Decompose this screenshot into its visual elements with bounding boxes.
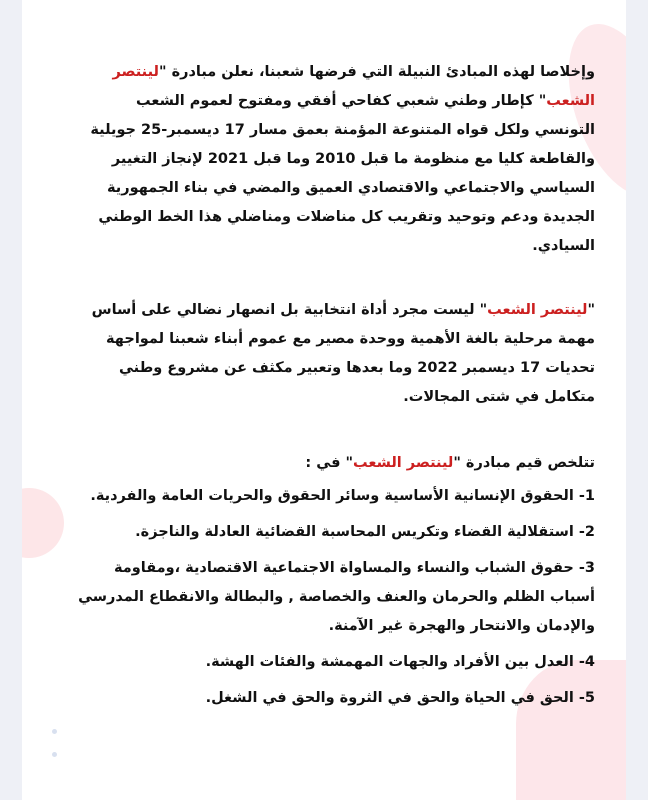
value-item: 5- الحق في الحياة والحق في الثروة والحق في الشغل. bbox=[205, 690, 595, 706]
initiative-name: لينتصر الشعب bbox=[112, 64, 595, 109]
text-segment: " ليست مجرد أداة انتخابية بل انصهار نضالي على أساس مهمة مرحلية بالغة الأهمية ووحدة مصير مع عموم أبناء شعبنا لمواجهة تحديات 17 ديسمبر 2022 وما بعدها وتعبير مكثف عن مشروع وطني متكامل في شتى المجالات. bbox=[91, 302, 595, 405]
text-segment: " bbox=[587, 302, 595, 318]
value-item: 3- حقوق الشباب والنساء والمساواة الاجتماعية الاقتصادية ،ومقاومة أسباب الظلم والحرمان والعنف والخصاصة , والبطالة والانقطاع المدرسي والإدمان والانتحار والهجرة غير الآمنة. bbox=[78, 560, 595, 634]
value-item: 1- الحقوق الإنسانية الأساسية وسائر الحقوق والحريات العامة والفردية. bbox=[90, 488, 595, 504]
text-segment: تتلخص قيم مبادرة " bbox=[453, 455, 595, 471]
text-segment: " في : bbox=[305, 455, 354, 471]
document-body bbox=[77, 58, 595, 713]
value-item: 2- استقلالية القضاء وتكريس المحاسبة القضائية العادلة والناجزة. bbox=[135, 524, 595, 540]
initiative-name: لينتصر الشعب bbox=[487, 302, 588, 318]
values-heading bbox=[77, 449, 595, 478]
decorative-circle bbox=[22, 488, 64, 558]
value-item: 4- العدل بين الأفراد والجهات المهمشة والفئات الهشة. bbox=[205, 654, 595, 670]
text-segment: " كإطار وطني شعبي كفاحي أفقي ومفتوح لعموم الشعب التونسي ولكل قواه المتنوعة المؤمنة بعمق مسار 17 ديسمبر-25 جويلية والقاطعة كليا مع منظومة ما قبل 2010 وما قبل 2021 لإنجاز التغيير السياسي والاجتماعي والاقتصادي العميق والمضي في بناء الجمهورية الجديدة ودعم وتوحيد وتقريب كل مناضلات ومناضلي هذا الخط الوطني السيادي. bbox=[90, 93, 595, 254]
decorative-dots bbox=[52, 729, 57, 775]
text-segment: وإخلاصا لهذه المبادئ النبيلة التي فرضها شعبنا، نعلن مبادرة " bbox=[158, 64, 595, 80]
document-page bbox=[22, 0, 626, 800]
definition-paragraph bbox=[77, 296, 595, 412]
initiative-name: لينتصر الشعب bbox=[353, 455, 454, 471]
intro-paragraph bbox=[77, 58, 595, 261]
